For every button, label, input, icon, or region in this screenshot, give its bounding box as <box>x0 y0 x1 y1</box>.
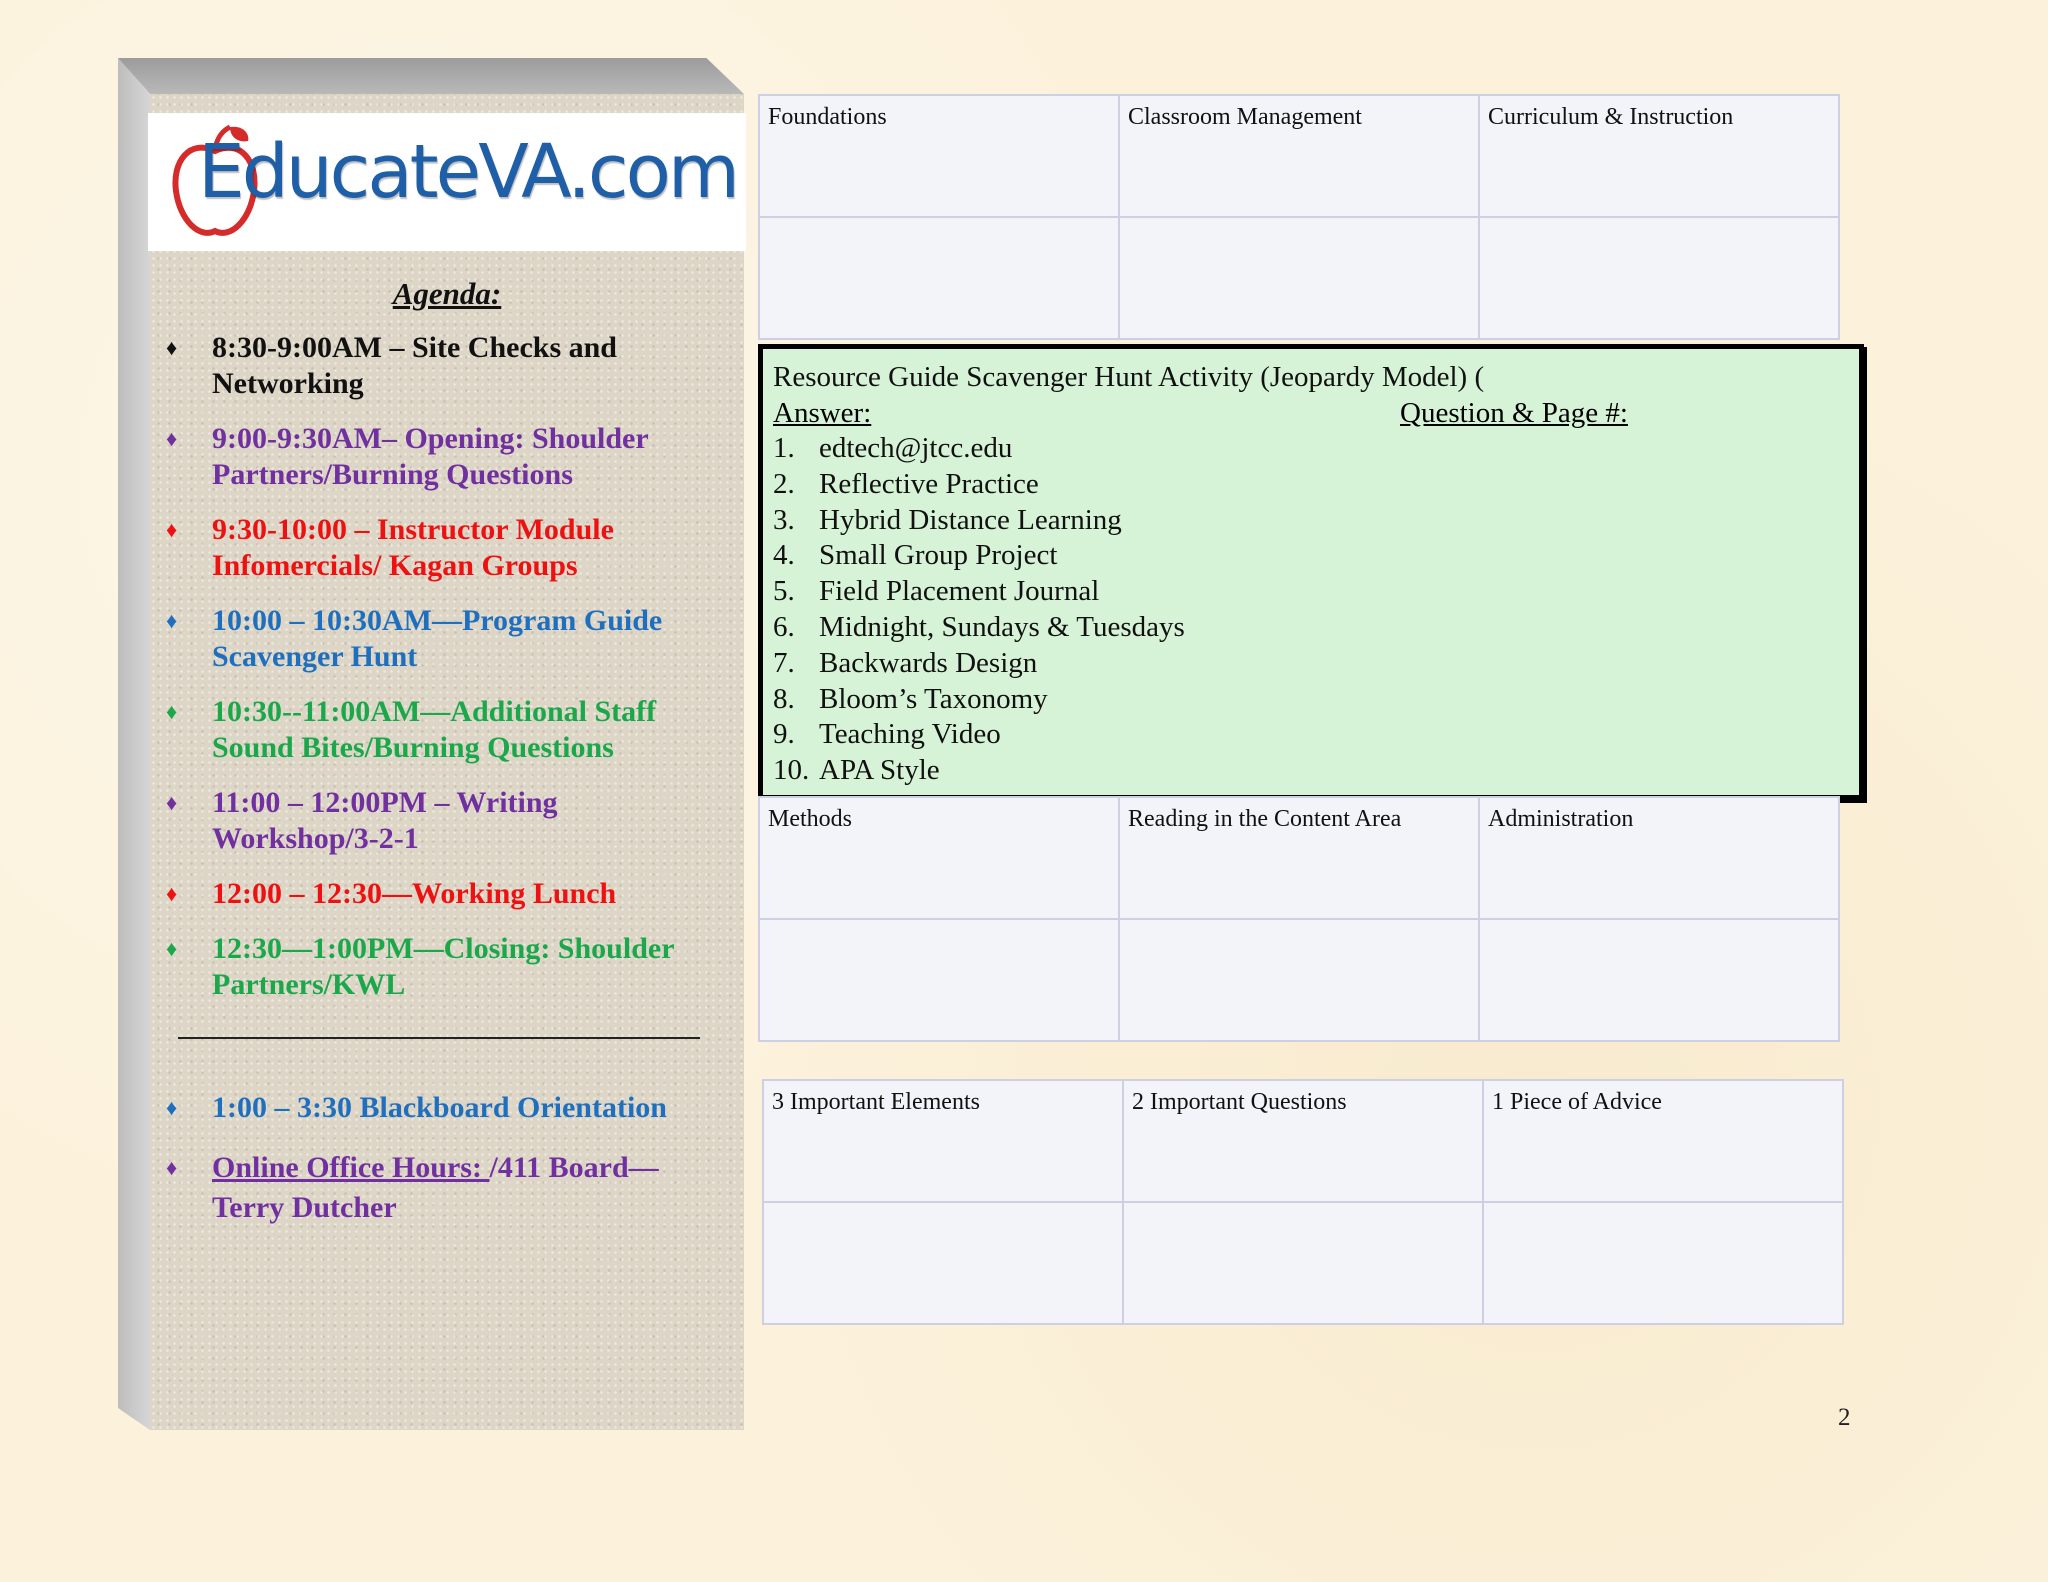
hunt-item-number: 2. <box>773 467 795 500</box>
diamond-bullet-icon: ♦ <box>166 936 178 961</box>
hunt-item-text: Small Group Project <box>819 539 1058 572</box>
agenda-item <box>162 421 722 493</box>
agenda-item-text: 12:30—1:00PM—Closing: Shoulder Partners/KWL <box>212 932 674 1001</box>
hunt-item-text: Field Placement Journal <box>819 575 1100 608</box>
agenda-item-text: 9:30-10:00 – Instructor Module Infomercials/ Kagan Groups <box>212 513 614 582</box>
grid-cell-empty[interactable] <box>1123 1202 1483 1324</box>
hunt-answer-item <box>773 467 1849 503</box>
scavenger-hunt-box <box>758 344 1864 800</box>
grid-cell-administration: Administration <box>1479 797 1839 919</box>
diamond-bullet-icon: ♦ <box>166 790 178 815</box>
hunt-answer-item <box>773 753 1849 789</box>
top-grid <box>758 94 1840 340</box>
hunt-item-number: 9. <box>773 718 795 751</box>
hunt-item-text: Midnight, Sundays & Tuesdays <box>819 610 1185 643</box>
hunt-answer-item <box>773 646 1849 682</box>
grid-cell-empty[interactable] <box>759 217 1119 339</box>
hunt-answer-item <box>773 610 1849 646</box>
diamond-bullet-icon: ♦ <box>166 699 178 724</box>
grid-cell-methods: Methods <box>759 797 1119 919</box>
middle-grid <box>758 796 1840 1042</box>
agenda-item-text: 1:00 – 3:30 Blackboard Orientation <box>212 1091 667 1124</box>
grid-cell-empty[interactable] <box>1479 217 1839 339</box>
hunt-item-number: 7. <box>773 646 795 679</box>
agenda-item-text: 10:00 – 10:30AM—Program Guide Scavenger Hunt <box>212 604 663 673</box>
hunt-item-text: Bloom’s Taxonomy <box>819 682 1048 715</box>
agenda-item-text: 11:00 – 12:00PM – Writing Workshop/3-2-1 <box>212 786 558 855</box>
hunt-item-number: 3. <box>773 503 795 536</box>
agenda-list <box>162 330 722 1022</box>
grid-cell-piece-of-advice: 1 Piece of Advice <box>1483 1080 1843 1202</box>
hunt-item-number: 5. <box>773 575 795 608</box>
grid-cell-foundations: Foundations <box>759 95 1119 217</box>
hunt-item-number: 8. <box>773 682 795 715</box>
agenda-item <box>162 785 722 857</box>
grid-cell-important-questions: 2 Important Questions <box>1123 1080 1483 1202</box>
hunt-answer-item <box>773 503 1849 539</box>
grid-cell-empty[interactable] <box>763 1202 1123 1324</box>
diamond-bullet-icon: ♦ <box>166 1155 178 1180</box>
agenda-item-office-hours <box>162 1148 722 1228</box>
grid-cell-empty[interactable] <box>1119 217 1479 339</box>
hunt-item-number: 1. <box>773 432 795 464</box>
agenda-item <box>162 603 722 675</box>
hunt-item-number: 6. <box>773 610 795 643</box>
hunt-answer-item <box>773 431 1849 467</box>
diamond-bullet-icon: ♦ <box>166 517 178 542</box>
agenda-item-text: 8:30-9:00AM – Site Checks and Networking <box>212 331 617 400</box>
agenda-item-text: 10:30--11:00AM—Additional Staff Sound Bites/Burning Questions <box>212 695 657 764</box>
grid-cell-empty[interactable] <box>1119 919 1479 1041</box>
answer-label: Answer: <box>773 397 872 429</box>
agenda-item-blackboard <box>162 1088 722 1128</box>
agenda-item <box>162 931 722 1003</box>
agenda-title: Agenda: <box>392 276 502 311</box>
office-hours-link[interactable]: Online Office Hours: <box>212 1151 490 1184</box>
sidebar-top-bevel <box>118 58 744 94</box>
diamond-bullet-icon: ♦ <box>166 426 178 451</box>
agenda-item-text: 9:00-9:30AM– Opening: Shoulder Partners/Burning Questions <box>212 422 649 491</box>
hunt-item-text: Backwards Design <box>819 646 1038 679</box>
extra-list <box>162 1088 722 1248</box>
hunt-answer-item <box>773 717 1849 753</box>
hunt-item-text: APA Style <box>819 754 940 787</box>
question-label: Question & Page #: <box>1400 397 1628 429</box>
grid-cell-important-elements: 3 Important Elements <box>763 1080 1123 1202</box>
hunt-answer-item <box>773 574 1849 610</box>
grid-cell-reading-content-area: Reading in the Content Area <box>1119 797 1479 919</box>
agenda-item-text: 12:00 – 12:30—Working Lunch <box>212 877 617 910</box>
hunt-item-text: Hybrid Distance Learning <box>819 503 1122 536</box>
hunt-item-number: 4. <box>773 539 795 572</box>
diamond-bullet-icon: ♦ <box>166 335 178 360</box>
grid-cell-empty[interactable] <box>1479 919 1839 1041</box>
hunt-headers <box>773 395 1849 431</box>
grid-cell-empty[interactable] <box>1483 1202 1843 1324</box>
agenda-item <box>162 512 722 584</box>
hunt-title: Resource Guide Scavenger Hunt Activity (Jeopardy Model) ( <box>773 361 1485 393</box>
hunt-item-text: edtech@jtcc.edu <box>819 432 1013 464</box>
logo-text: EducateVA.com <box>198 129 737 215</box>
logo <box>148 113 746 251</box>
diamond-bullet-icon: ♦ <box>166 881 178 906</box>
grid-cell-classroom-management: Classroom Management <box>1119 95 1479 217</box>
sidebar-side-bevel <box>118 58 150 1430</box>
hunt-list <box>773 431 1849 789</box>
page-number: 2 <box>1838 1404 1851 1431</box>
agenda-item <box>162 876 722 912</box>
grid-cell-curriculum-instruction: Curriculum & Instruction <box>1479 95 1839 217</box>
office-hours-text: /411 Board—Terry Dutcher <box>212 1151 659 1224</box>
hunt-item-text: Teaching Video <box>819 718 1001 751</box>
agenda-item <box>162 694 722 766</box>
bottom-grid <box>762 1079 1844 1325</box>
grid-cell-empty[interactable] <box>759 919 1119 1041</box>
diamond-bullet-icon: ♦ <box>166 608 178 633</box>
hunt-answer-item <box>773 682 1849 718</box>
agenda-item <box>162 330 722 402</box>
divider <box>178 1037 700 1039</box>
hunt-item-number: 10. <box>773 754 810 787</box>
hunt-answer-item <box>773 538 1849 574</box>
hunt-item-text: Reflective Practice <box>819 467 1039 500</box>
diamond-bullet-icon: ♦ <box>166 1095 178 1120</box>
